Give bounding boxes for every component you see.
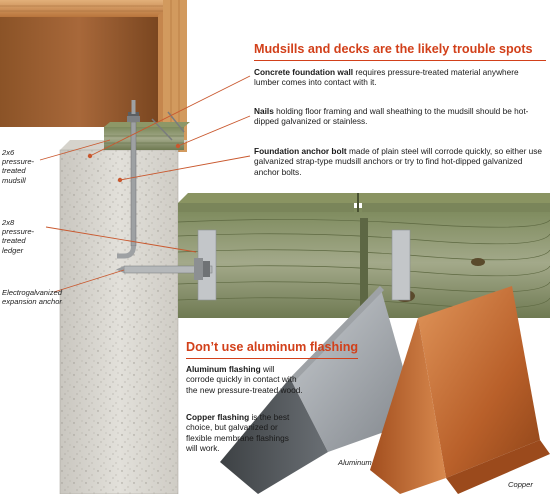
label-mudsill: 2x6 pressure-treated mudsill	[2, 148, 35, 185]
heading-rule	[254, 60, 546, 61]
callout-aluminum-bold: Aluminum flashing	[186, 364, 261, 374]
callout-bolt-text: made of plain steel will corrode quickly, so either use galvanized strap-type mudsill anchors or try to find hot-dipped galvanized anchor bolts.	[254, 146, 543, 177]
callout-nails-bold: Nails	[254, 106, 274, 116]
heading-rule-2	[186, 358, 358, 359]
label-ledger: 2x8 pressure-treated ledger	[2, 218, 35, 255]
callout-copper-bold: Copper flashing	[186, 412, 250, 422]
callout-concrete-text: requires pressure-treated material anywhere lumber comes into contact with it.	[254, 67, 519, 88]
callout-concrete-bold: Concrete foundation wall	[254, 67, 354, 77]
callout-concrete	[254, 67, 544, 88]
label-copper: Copper	[508, 480, 533, 489]
floor-joist	[0, 0, 178, 127]
label-aluminum: Aluminum	[338, 458, 372, 467]
heading-mudsills: Mudsills and decks are the likely trouble spots	[254, 42, 533, 56]
callout-aluminum	[186, 364, 304, 395]
heading-aluminum: Don’t use aluminum flashing	[186, 340, 359, 354]
label-expansion-anchor: Electrogalvanized expansion anchor	[2, 288, 62, 307]
callout-copper	[186, 412, 290, 454]
callout-nails	[254, 106, 544, 127]
callout-bolt	[254, 146, 544, 177]
concrete-foundation-wall	[60, 140, 188, 494]
callout-copper-text: is the best choice, but galvanized or flexible membrane flashings will work.	[186, 412, 290, 454]
deck-boards	[178, 193, 550, 212]
callout-bolt-bold: Foundation anchor bolt	[254, 146, 347, 156]
callout-aluminum-text: will corrode quickly in contact with the new pressure-treated wood.	[186, 364, 303, 395]
callout-nails-text: holding floor framing and wall sheathing to the mudsill should be hot-dipped galvanized or stainless.	[254, 106, 529, 127]
